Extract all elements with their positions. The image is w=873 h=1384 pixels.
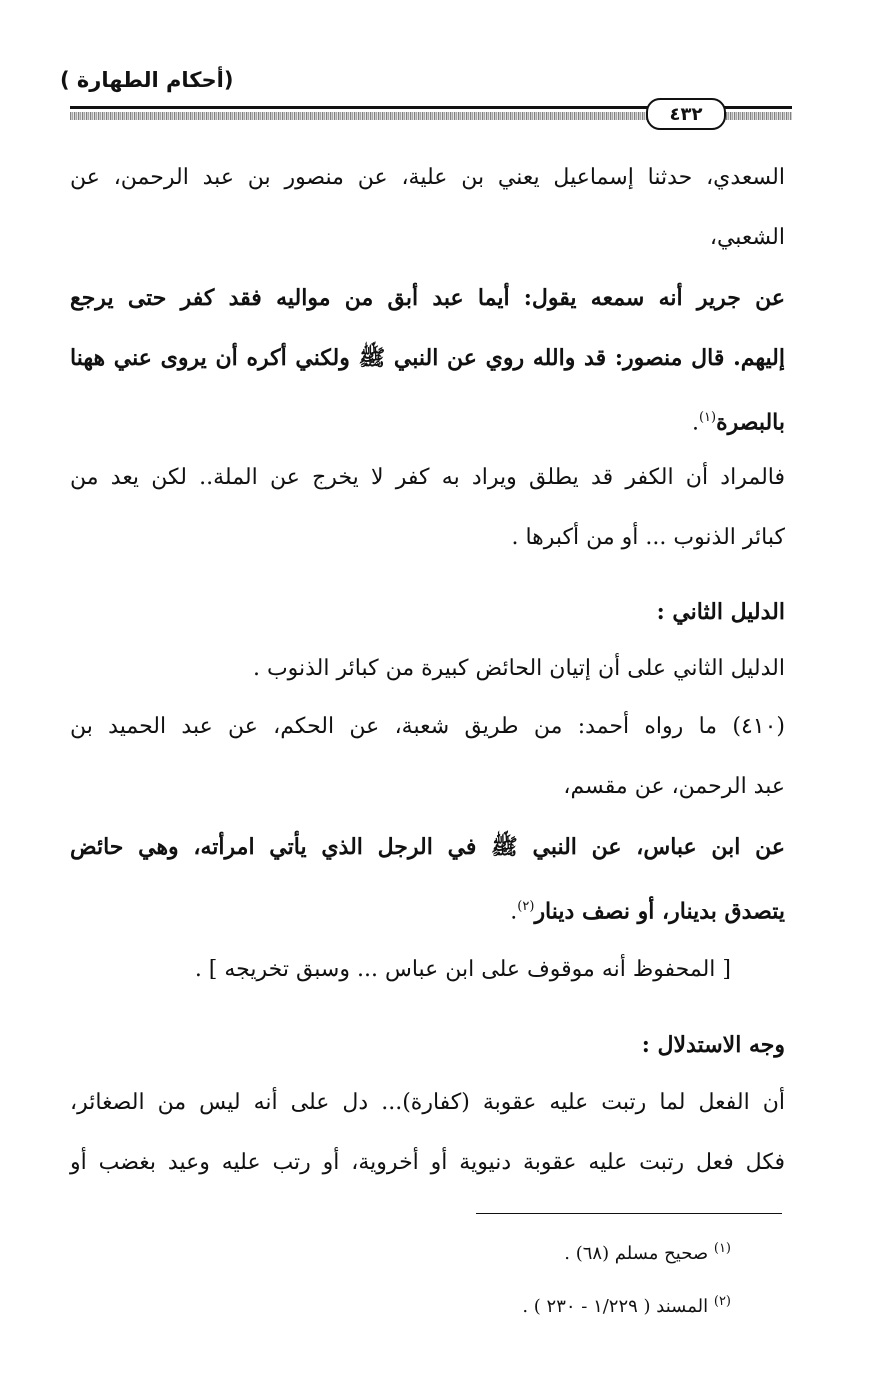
footnote [522,1290,731,1319]
hadith-line: عن جرير أنه سمعه يقول: أيما عبد أبق من مواليه فقد كفر حتى يرجع [70,285,785,311]
period: . [691,410,699,436]
hadith-line: إليهم. قال منصور: قد والله روي عن النبي ﷺ ولكني أكره أن يروى عني ههنا [70,345,785,371]
text-line: فكل فعل رتبت عليه عقوبة دنيوية أو أخروية، أو رتب عليه وعيد بغضب أو [70,1150,785,1175]
footnote-separator [476,1213,782,1214]
book-title: (أحكام الطهارة ) [60,68,234,92]
footnote [564,1237,731,1266]
text-line: (٤١٠) ما رواه أحمد: من طريق شعبة، عن الحكم، عن عبد الحميد بن [70,714,785,739]
footnote-text: المسند ( ١/٢٢٩ - ٢٣٠ ) . [522,1296,709,1317]
footnote-marker: (١) [713,1241,731,1256]
hadith-line [510,892,785,927]
footnote-ref: (٢) [517,899,535,914]
hadith-text: بالبصرة [716,409,785,436]
footnote-ref: (١) [698,410,717,425]
editorial-note: [ المحفوظ أنه موقوف على ابن عباس ... وسبق تخريجه ] . [194,957,731,982]
text-line: كبائر الذنوب ... أو من أكبرها . [511,525,785,550]
text-line: عبد الرحمن، عن مقسم، [563,774,785,799]
hadith-line: عن ابن عباس، عن النبي ﷺ في الرجل الذي يأتي امرأته، وهي حائض [70,834,785,860]
text-line: الشعبي، [709,225,785,250]
hadith-line [692,403,785,438]
hadith-text: يتصدق بدينار، أو نصف دينار [534,898,785,925]
footnote-text: صحيح مسلم (٦٨) . [564,1243,709,1264]
period: . [510,899,518,925]
text-line: السعدي، حدثنا إسماعيل يعني بن علية، عن منصور بن عبد الرحمن، عن [70,165,785,190]
text-line: أن الفعل لما رتبت عليه عقوبة (كفارة)... دل على أنه ليس من الصغائر، [70,1090,785,1115]
text-line: فالمراد أن الكفر قد يطلق ويراد به كفر لا يخرج عن الملة.. لكن يعد من [70,465,785,490]
page-number: ٤٣٢ [646,98,726,130]
section-heading: وجه الاستدلال : [641,1032,785,1058]
footnote-marker: (٢) [713,1294,731,1309]
section-heading: الدليل الثاني : [656,599,785,625]
text-line: الدليل الثاني على أن إتيان الحائض كبيرة من كبائر الذنوب . [252,656,785,681]
